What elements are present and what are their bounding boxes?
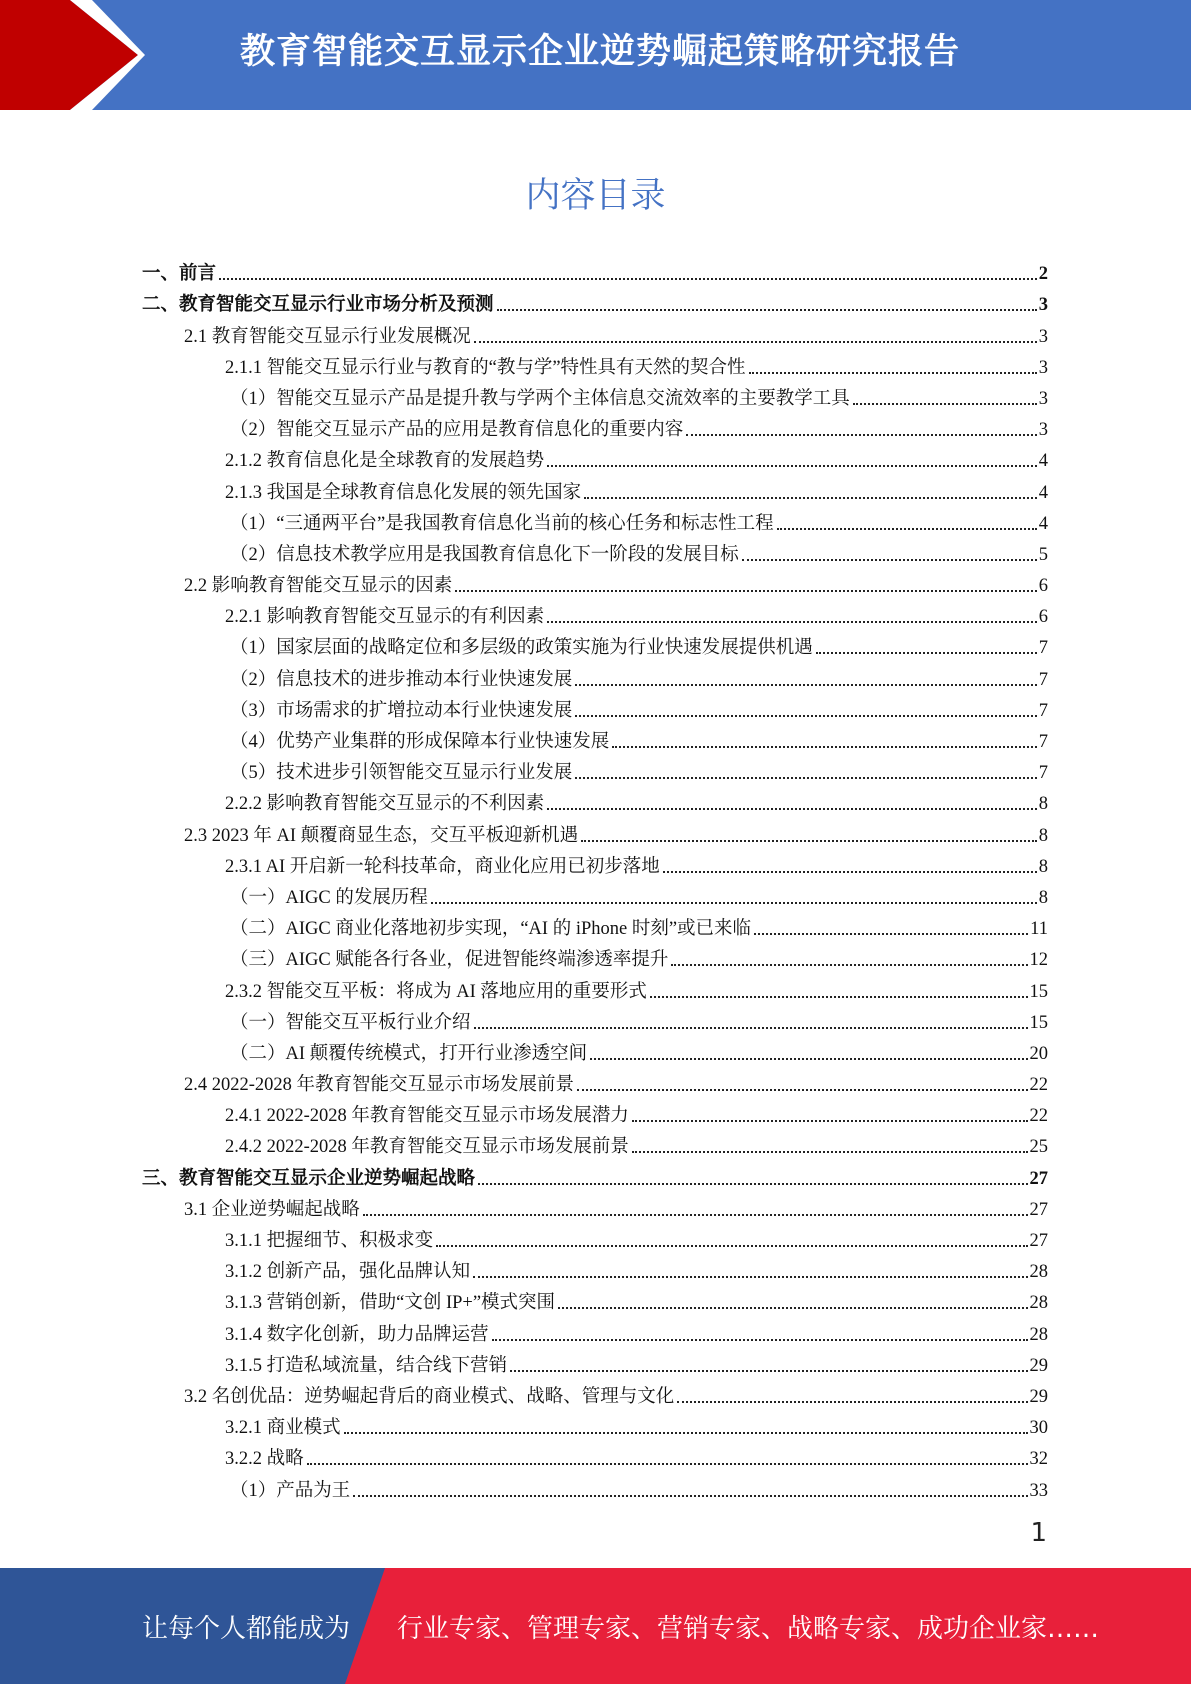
toc-entry-page: 28 [1029, 1324, 1048, 1345]
toc-dot-leader [590, 1058, 1027, 1060]
toc-entry-page: 8 [1038, 887, 1048, 908]
toc-entry-label: （2）信息技术的进步推动本行业快速发展 [230, 669, 573, 690]
toc-dot-leader [686, 434, 1036, 436]
toc-entry-label: （3）市场需求的扩增拉动本行业快速发展 [230, 700, 573, 721]
toc-entry[interactable] [142, 628, 1048, 659]
footer-slogan-left: 让每个人都能成为 [142, 1614, 351, 1644]
toc-entry-label: （1）国家层面的战略定位和多层级的政策实施为行业快速发展提供机遇 [230, 638, 813, 659]
toc-entry[interactable] [142, 1470, 1048, 1501]
toc-dot-leader [473, 1276, 1027, 1278]
toc-dot-leader [575, 715, 1036, 717]
toc-entry-page: 8 [1038, 794, 1048, 815]
toc-entry-label: 2.2.1 影响教育智能交互显示的有利因素 [225, 607, 545, 628]
toc-entry-label: 2.4.1 2022-2028 年教育智能交互显示市场发展潜力 [225, 1106, 629, 1127]
toc-entry-label: 一、前言 [142, 264, 217, 285]
toc-entry[interactable] [142, 1127, 1048, 1158]
toc-entry-label: 2.1 教育智能交互显示行业发展概况 [184, 326, 471, 347]
toc-dot-leader [663, 871, 1037, 873]
toc-dot-leader [497, 309, 1037, 311]
toc-dot-leader [632, 1151, 1028, 1153]
toc-entry-page: 7 [1038, 669, 1048, 690]
toc-entry-page: 20 [1029, 1043, 1048, 1064]
toc-entry[interactable] [142, 348, 1048, 379]
toc-entry-page: 22 [1029, 1106, 1048, 1127]
toc-dot-leader [492, 1339, 1028, 1341]
page-footer [0, 1568, 1191, 1684]
header-arrow-decoration [0, 0, 160, 110]
toc-entry-label: 3.2.2 战略 [225, 1449, 304, 1470]
toc-entry-label: 2.1.1 智能交互显示行业与教育的“教与学”特性具有天然的契合性 [225, 357, 746, 378]
toc-dot-leader [754, 933, 1028, 935]
toc-entry-page: 22 [1029, 1075, 1048, 1096]
toc-entry-page: 8 [1038, 825, 1048, 846]
toc-entry[interactable] [142, 1003, 1048, 1034]
toc-entry-label: 3.1.2 创新产品，强化品牌认知 [225, 1262, 471, 1283]
toc-dot-leader [307, 1463, 1028, 1465]
toc-entry-label: （二）AIGC 商业化落地初步实现，“AI 的 iPhone 时刻”或已来临 [230, 919, 752, 940]
toc-entry-label: （二）AI 颠覆传统模式，打开行业渗透空间 [230, 1043, 588, 1064]
toc-entry-label: （1）“三通两平台”是我国教育信息化当前的核心任务和标志性工程 [230, 513, 774, 534]
toc-entry-page: 7 [1038, 732, 1048, 752]
toc-dot-leader [749, 372, 1037, 374]
toc-entry-label: 3.1.5 打造私域流量，结合线下营销 [225, 1355, 508, 1376]
toc-entry[interactable] [142, 1439, 1048, 1470]
toc-entry-page: 4 [1038, 482, 1048, 503]
toc-entry-label: （三）AIGC 赋能各行各业，促进智能终端渗透率提升 [230, 950, 669, 971]
toc-dot-leader [353, 1495, 1027, 1497]
toc-entry-page: 7 [1038, 763, 1048, 784]
toc-entry-page: 4 [1038, 513, 1048, 534]
toc-entry-label: 3.1.4 数字化创新，助力品牌运营 [225, 1324, 489, 1345]
toc-entry-label: （1）智能交互显示产品是提升教与学两个主体信息交流效率的主要教学工具 [230, 388, 850, 409]
toc-dot-leader [455, 590, 1036, 592]
toc-entry[interactable] [142, 784, 1048, 815]
toc-entry[interactable] [142, 753, 1048, 784]
toc-entry-page: 33 [1029, 1480, 1048, 1501]
toc-dot-leader [581, 840, 1037, 842]
toc-dot-leader [547, 621, 1037, 623]
toc-entry[interactable] [142, 1158, 1048, 1189]
toc-entry-page: 25 [1029, 1137, 1048, 1158]
toc-entry-page: 6 [1038, 576, 1048, 597]
toc-entry[interactable] [142, 1190, 1048, 1221]
toc-entry-page: 15 [1029, 1012, 1048, 1033]
toc-entry[interactable] [142, 1377, 1048, 1408]
toc-entry-label: 三、教育智能交互显示企业逆势崛起战略 [142, 1168, 476, 1189]
toc-dot-leader [632, 1120, 1028, 1122]
toc-dot-leader [547, 465, 1037, 467]
toc-entry-label: （4）优势产业集群的形成保障本行业快速发展 [230, 732, 610, 752]
toc-entry-page: 27 [1029, 1231, 1048, 1251]
toc-entry-page: 7 [1038, 700, 1048, 721]
toc-entry[interactable] [142, 535, 1048, 566]
toc-dot-leader [219, 278, 1037, 280]
toc-entry[interactable] [142, 940, 1048, 971]
toc-dot-leader [577, 1089, 1027, 1091]
toc-entry-label: 2.3 2023 年 AI 颠覆商显生态，交互平板迎新机遇 [184, 825, 579, 846]
toc-dot-leader [547, 808, 1037, 810]
toc-entry-label: （一）AIGC 的发展历程 [230, 887, 428, 908]
toc-entry[interactable] [142, 254, 1048, 285]
toc-dot-leader [436, 1245, 1027, 1247]
toc-entry[interactable] [142, 410, 1048, 441]
toc-entry[interactable] [142, 379, 1048, 410]
toc-entry-page: 3 [1038, 420, 1048, 441]
toc-entry-page: 2 [1038, 264, 1048, 285]
table-of-contents [142, 254, 1048, 1502]
toc-entry[interactable] [142, 691, 1048, 722]
toc-dot-leader [777, 528, 1037, 530]
toc-entry-label: 2.3.2 智能交互平板：将成为 AI 落地应用的重要形式 [225, 981, 647, 1002]
toc-entry-page: 3 [1038, 357, 1048, 378]
toc-entry-label: 3.1 企业逆势崛起战略 [184, 1199, 360, 1220]
toc-dot-leader [575, 777, 1036, 779]
toc-entry-page: 3 [1038, 326, 1048, 347]
toc-entry[interactable] [142, 1346, 1048, 1377]
toc-entry[interactable] [142, 566, 1048, 597]
toc-entry-page: 7 [1038, 638, 1048, 659]
toc-dot-leader [558, 1307, 1027, 1309]
toc-dot-leader [474, 341, 1037, 343]
toc-entry[interactable] [142, 285, 1048, 316]
toc-entry[interactable] [142, 847, 1048, 878]
toc-title: 内容目录 [525, 176, 666, 216]
toc-entry-page: 4 [1038, 451, 1048, 472]
toc-entry-page: 11 [1030, 919, 1048, 940]
toc-entry-label: （1）产品为王 [230, 1480, 351, 1501]
toc-dot-leader [344, 1432, 1028, 1434]
footer-slogan-right: 行业专家、管理专家、营销专家、战略专家、成功企业家…… [397, 1614, 1100, 1644]
toc-dot-leader [575, 684, 1036, 686]
toc-entry[interactable] [142, 597, 1048, 628]
toc-entry[interactable] [142, 1408, 1048, 1439]
toc-entry[interactable] [142, 1283, 1048, 1314]
toc-dot-leader [478, 1183, 1027, 1185]
header-title: 教育智能交互显示企业逆势崛起策略研究报告 [240, 32, 961, 72]
toc-entry-page: 27 [1029, 1168, 1048, 1189]
toc-dot-leader [671, 964, 1027, 966]
toc-entry-label: 2.3.1 AI 开启新一轮科技革命，商业化应用已初步落地 [225, 856, 660, 877]
toc-entry-page: 27 [1029, 1199, 1048, 1220]
toc-entry-label: 2.1.3 我国是全球教育信息化发展的领先国家 [225, 482, 582, 503]
toc-entry[interactable] [142, 878, 1048, 909]
toc-entry[interactable] [142, 1034, 1048, 1065]
toc-entry[interactable] [142, 504, 1048, 535]
toc-dot-leader [431, 902, 1037, 904]
toc-dot-leader [363, 1214, 1028, 1216]
toc-dot-leader [510, 1370, 1027, 1372]
toc-entry-label: （2）信息技术教学应用是我国教育信息化下一阶段的发展目标 [230, 544, 739, 565]
toc-entry-page: 32 [1029, 1449, 1048, 1470]
toc-entry[interactable] [142, 1252, 1048, 1283]
toc-entry[interactable] [142, 659, 1048, 690]
toc-entry[interactable] [142, 441, 1048, 472]
toc-entry[interactable] [142, 815, 1048, 846]
toc-entry-label: （2）智能交互显示产品的应用是教育信息化的重要内容 [230, 420, 684, 441]
toc-entry[interactable] [142, 1096, 1048, 1127]
toc-entry-label: 3.1.1 把握细节、积极求变 [225, 1231, 434, 1251]
toc-entry-page: 6 [1038, 607, 1048, 628]
toc-entry-page: 12 [1029, 950, 1048, 971]
toc-entry[interactable] [142, 472, 1048, 503]
toc-entry-label: （一）智能交互平板行业介绍 [230, 1012, 471, 1033]
toc-entry-label: 3.2.1 商业模式 [225, 1418, 341, 1439]
toc-entry[interactable] [142, 909, 1048, 940]
toc-entry-label: 3.1.3 营销创新，借助“文创 IP+”模式突围 [225, 1293, 556, 1314]
toc-entry-label: 二、教育智能交互显示行业市场分析及预测 [142, 295, 494, 316]
page-number: 1 [1030, 1518, 1047, 1548]
toc-entry-page: 28 [1029, 1293, 1048, 1314]
toc-entry[interactable] [142, 316, 1048, 347]
toc-entry[interactable] [142, 1065, 1048, 1096]
toc-entry[interactable] [142, 1221, 1048, 1252]
toc-entry[interactable] [142, 971, 1048, 1002]
toc-entry[interactable] [142, 722, 1048, 753]
toc-dot-leader [612, 746, 1036, 748]
toc-dot-leader [474, 1027, 1028, 1029]
toc-entry-label: 2.4 2022-2028 年教育智能交互显示市场发展前景 [184, 1075, 575, 1096]
toc-entry-label: 2.2.2 影响教育智能交互显示的不利因素 [225, 794, 545, 815]
page-header [0, 0, 1191, 110]
toc-entry-label: 2.4.2 2022-2028 年教育智能交互显示市场发展前景 [225, 1137, 629, 1158]
toc-entry-page: 8 [1038, 856, 1048, 877]
toc-entry-page: 5 [1038, 544, 1048, 565]
toc-entry-label: 2.2 影响教育智能交互显示的因素 [184, 576, 453, 597]
toc-entry-page: 29 [1029, 1386, 1048, 1407]
toc-dot-leader [677, 1401, 1027, 1403]
toc-entry-label: 3.2 名创优品：逆势崛起背后的商业模式、战略、管理与文化 [184, 1386, 675, 1407]
toc-dot-leader [742, 559, 1037, 561]
toc-dot-leader [816, 652, 1037, 654]
toc-entry-page: 3 [1038, 388, 1048, 409]
toc-entry-page: 29 [1029, 1355, 1048, 1376]
toc-dot-leader [650, 996, 1028, 998]
toc-entry-page: 30 [1029, 1418, 1048, 1439]
toc-entry-label: （5）技术进步引领智能交互显示行业发展 [230, 763, 573, 784]
toc-dot-leader [584, 497, 1037, 499]
toc-entry-page: 28 [1029, 1262, 1048, 1283]
toc-entry[interactable] [142, 1314, 1048, 1345]
toc-entry-page: 15 [1029, 981, 1048, 1002]
toc-dot-leader [853, 403, 1037, 405]
toc-entry-page: 3 [1038, 295, 1048, 316]
toc-entry-label: 2.1.2 教育信息化是全球教育的发展趋势 [225, 451, 545, 472]
